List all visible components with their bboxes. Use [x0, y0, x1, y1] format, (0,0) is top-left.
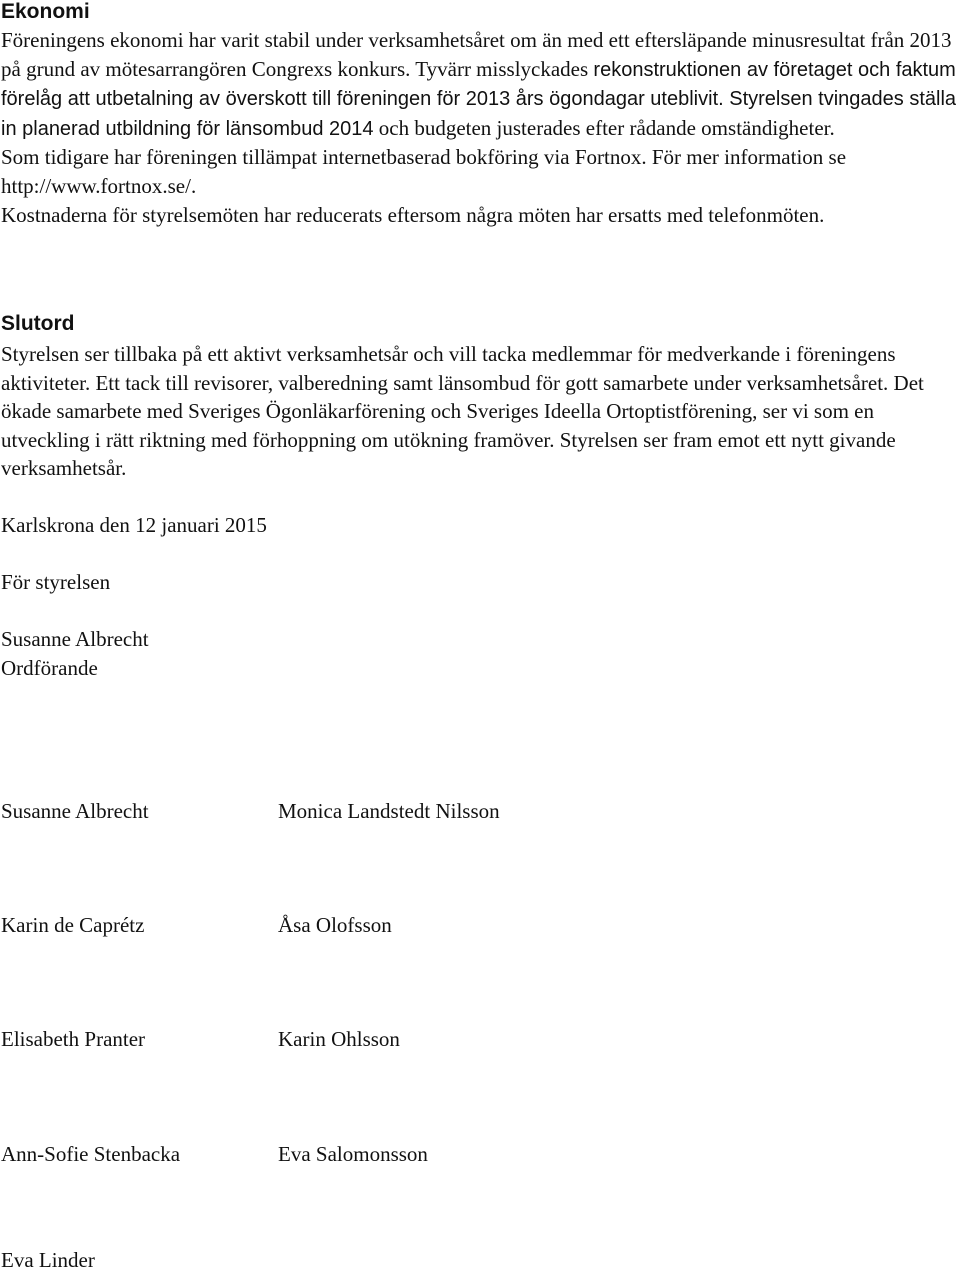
slutord-paragraph: Styrelsen ser tillbaka på ett aktivt verksamhetsår och vill tacka medlemmar för medverkande i föreningens aktiviteter. Ett tack till revisorer, valberedning samt länsombud för gott samarbete under verksamhetsåret. Det ökade samarbete med Sveriges Ögonläkarförening och Sveriges Ideella Ortoptistförening, ser vi som en utveckling i rätt riktning med förhoppning om utökning framöver. Styrelsen ser fram emot ett nytt givande verksamhetsår.: [1, 342, 924, 481]
signature-name: Eva Linder: [1, 1248, 95, 1272]
signature-name: Eva Salomonsson: [278, 1142, 428, 1166]
on-behalf-of-board: För styrelsen: [1, 570, 111, 594]
signature-name: Karin de Caprétz: [1, 913, 145, 937]
place-date: Karlskrona den 12 januari 2015: [1, 513, 267, 537]
signature-name: Monica Landstedt Nilsson: [278, 799, 500, 823]
signature-name: Susanne Albrecht: [1, 799, 149, 823]
ekonomi-p1-part-a: Föreningens ekonomi har varit stabil under verksamhetsåret om än med ett eftersläpande minusresultat från 2013 på grund av mötesarrangören Congrexs konkurs. Tyvärr misslyckades: [1, 28, 952, 81]
ekonomi-p1-part-b: och budgeten justerades efter rådande omständigheter.: [378, 115, 835, 140]
section-heading-ekonomi: Ekonomi: [1, 0, 90, 23]
ekonomi-paragraph-1: [1, 26, 957, 143]
chair-title: Ordförande: [1, 656, 98, 680]
chair-name: Susanne Albrecht: [1, 627, 149, 651]
signature-name: Elisabeth Pranter: [1, 1027, 146, 1051]
ekonomi-paragraph-3: Kostnaderna för styrelsemöten har reducerats eftersom några möten har ersatts med telefonmöten.: [1, 202, 825, 227]
ekonomi-p1-part-sans: rekonstruktionen av företaget och faktum förelåg att utbetalning av överskott till föreningen för 2013 års ögondagar uteblivit. Styrelsen tvingades ställa in planerad utbildning för länsombud 2014: [1, 58, 957, 140]
section-heading-slutord: Slutord: [1, 312, 75, 335]
slutord-section: [1, 312, 957, 483]
signature-name: Karin Ohlsson: [278, 1027, 400, 1051]
signature-name: Ann-Sofie Stenbacka: [1, 1142, 181, 1166]
ekonomi-paragraph-2: Som tidigare har föreningen tillämpat internetbaserad bokföring via Fortnox. För mer information se http://www.fortnox.se/.: [1, 145, 847, 198]
ekonomi-section: [1, 0, 957, 229]
signature-name: Åsa Olofsson: [278, 913, 392, 937]
